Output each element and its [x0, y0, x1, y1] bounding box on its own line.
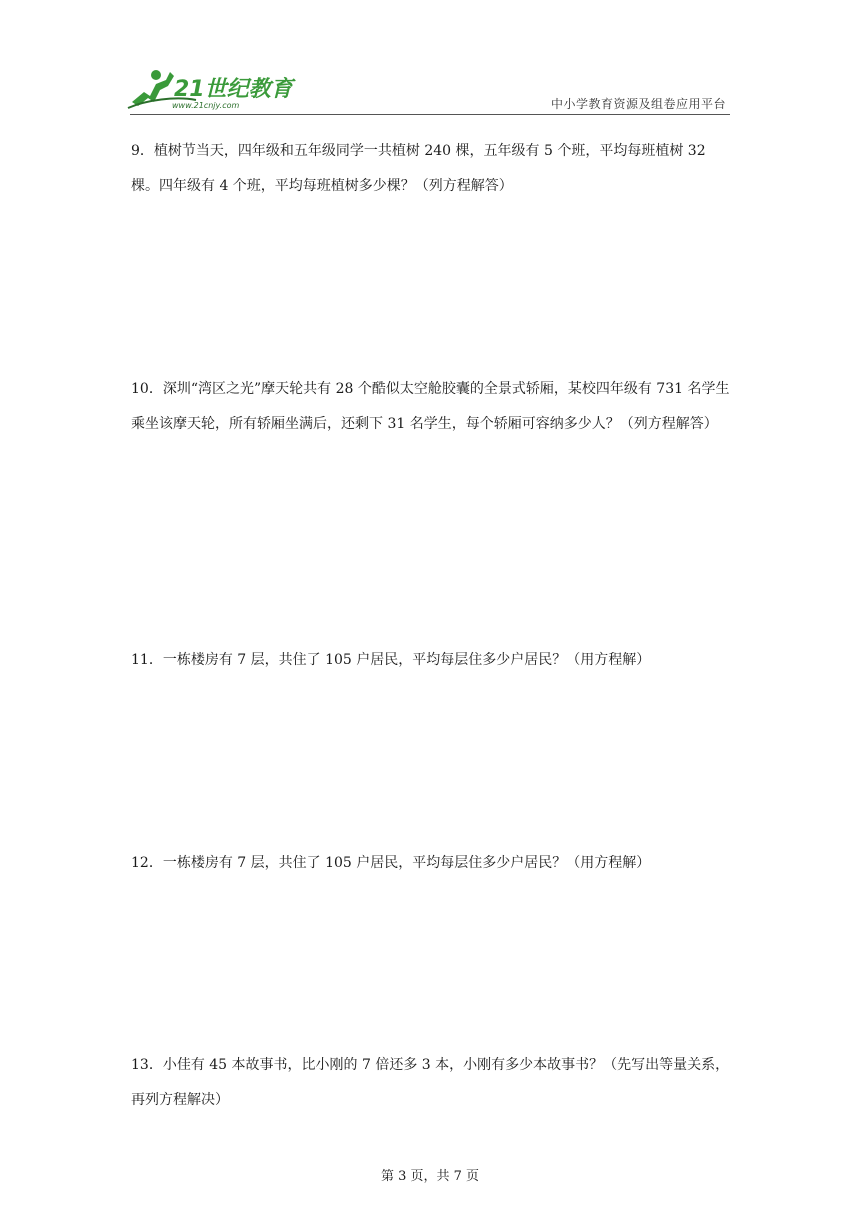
page-header: [0, 0, 860, 120]
site-logo: [126, 66, 296, 112]
question-10: 10．深圳“湾区之光”摩天轮共有 28 个酷似太空舱胶囊的全景式轿厢，某校四年级有 731 名学生乘坐该摩天轮，所有轿厢坐满后，还剩下 31 名学生，每个轿厢可容纳多少人？（列方程解答）: [131, 381, 730, 432]
header-divider: [130, 114, 730, 115]
question-11: 11．一栋楼房有 7 层，共住了 105 户居民，平均每层住多少户居民？（用方程解）: [131, 652, 651, 668]
platform-name: 中小学教育资源及组卷应用平台: [550, 97, 726, 111]
running-figure-logo-icon: [126, 66, 296, 112]
page-footer: 第 3 页，共 7 页: [380, 1169, 480, 1184]
question-12: 12．一栋楼房有 7 层，共住了 105 户居民，平均每层住多少户居民？（用方程解）: [131, 855, 651, 871]
logo-url: www.21cnjy.com: [172, 101, 240, 110]
question-13: 13．小佳有 45 本故事书，比小刚的 7 倍还多 3 本，小刚有多少本故事书？（先写出等量关系，再列方程解决）: [131, 1057, 730, 1108]
logo-wordmark: 21世纪教育: [174, 77, 293, 102]
question-9: 9．植树节当天，四年级和五年级同学一共植树 240 棵，五年级有 5 个班，平均每班植树 32 棵。四年级有 4 个班，平均每班植树多少棵？（列方程解答）: [131, 143, 711, 194]
